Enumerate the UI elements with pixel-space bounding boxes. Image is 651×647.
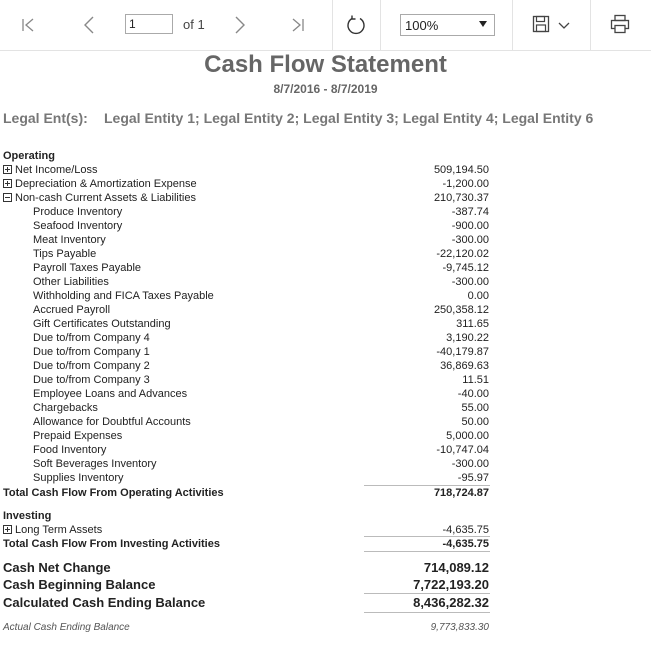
toolbar-divider xyxy=(380,0,381,50)
toolbar-divider xyxy=(590,0,591,50)
zoom-select[interactable] xyxy=(400,14,495,36)
toolbar-divider xyxy=(332,0,333,50)
table-row: Accrued Payroll 250,358.12 xyxy=(33,304,489,316)
table-row: Due to/from Company 3 11.51 xyxy=(33,374,489,386)
refresh-icon[interactable] xyxy=(345,14,367,36)
table-row: Due to/from Company 4 3,190.22 xyxy=(33,332,489,344)
legal-entities-value: Legal Entity 1; Legal Entity 2; Legal Entity 3; Legal Entity 4; Legal Entity 6 xyxy=(104,110,594,126)
table-row: Prepaid Expenses 5,000.00 xyxy=(33,430,489,442)
calculated-ending-balance-row: Calculated Cash Ending Balance 8,436,282.32 xyxy=(3,595,489,610)
table-row: Tips Payable -22,120.02 xyxy=(33,248,489,260)
table-row: Supplies Inventory -95.97 xyxy=(33,472,489,484)
toolbar-divider xyxy=(512,0,513,50)
table-row: Seafood Inventory -900.00 xyxy=(33,220,489,232)
export-dropdown-chevron-icon[interactable] xyxy=(558,22,570,30)
table-row: Due to/from Company 1 -40,179.87 xyxy=(33,346,489,358)
legal-entities-label: Legal Ent(s): xyxy=(3,110,88,126)
zoom-value: 100% xyxy=(405,18,439,33)
long-term-assets-row[interactable]: Long Term Assets -4,635.75 xyxy=(0,523,500,537)
expand-icon[interactable] xyxy=(3,525,12,534)
table-row: Due to/from Company 2 36,869.63 xyxy=(33,360,489,372)
table-row: Allowance for Doubtful Accounts 50.00 xyxy=(33,416,489,428)
table-row: Meat Inventory -300.00 xyxy=(33,234,489,246)
previous-page-icon[interactable] xyxy=(82,16,96,34)
table-row: Chargebacks 55.00 xyxy=(33,402,489,414)
dropdown-arrow-icon xyxy=(479,21,487,27)
table-row: Soft Beverages Inventory -300.00 xyxy=(33,458,489,470)
table-row: Other Liabilities -300.00 xyxy=(33,276,489,288)
table-row: Gift Certificates Outstanding 311.65 xyxy=(33,318,489,330)
total-divider xyxy=(364,612,490,613)
table-row: Withholding and FICA Taxes Payable 0.00 xyxy=(33,290,489,302)
depreciation-row[interactable]: Depreciation & Amortization Expense -1,200.00 xyxy=(0,177,500,191)
print-icon[interactable] xyxy=(610,14,630,34)
save-icon[interactable] xyxy=(532,15,550,33)
cash-beginning-balance-row: Cash Beginning Balance 7,722,193.20 xyxy=(3,577,489,592)
operating-header: Operating xyxy=(3,150,55,162)
page-number-input[interactable] xyxy=(125,14,173,34)
legal-entities xyxy=(3,110,593,126)
last-page-icon[interactable] xyxy=(290,17,306,33)
report-toolbar xyxy=(0,0,651,51)
first-page-icon[interactable] xyxy=(20,17,36,33)
noncash-row[interactable]: Non-cash Current Assets & Liabilities 210,730.37 xyxy=(0,191,500,205)
page-count-label: of 1 xyxy=(183,17,205,32)
table-row: Produce Inventory -387.74 xyxy=(33,206,489,218)
total-divider xyxy=(364,551,490,552)
report-title: Cash Flow Statement xyxy=(204,51,447,78)
table-row: Food Inventory -10,747.04 xyxy=(33,444,489,456)
table-row: Employee Loans and Advances -40.00 xyxy=(33,388,489,400)
next-page-icon[interactable] xyxy=(233,16,247,34)
operating-total-row: Total Cash Flow From Operating Activities 718,724.87 xyxy=(3,487,489,499)
expand-icon[interactable] xyxy=(3,179,12,188)
expand-icon[interactable] xyxy=(3,165,12,174)
collapse-icon[interactable] xyxy=(3,193,12,202)
date-range: 8/7/2016 - 8/7/2019 xyxy=(273,82,378,96)
investing-total-row: Total Cash Flow From Investing Activities -4,635.75 xyxy=(3,538,489,550)
investing-header: Investing xyxy=(3,510,52,522)
table-row: Payroll Taxes Payable -9,745.12 xyxy=(33,262,489,274)
net-income-row[interactable]: Net Income/Loss 509,194.50 xyxy=(0,163,500,177)
cash-net-change-row: Cash Net Change 714,089.12 xyxy=(3,560,489,575)
